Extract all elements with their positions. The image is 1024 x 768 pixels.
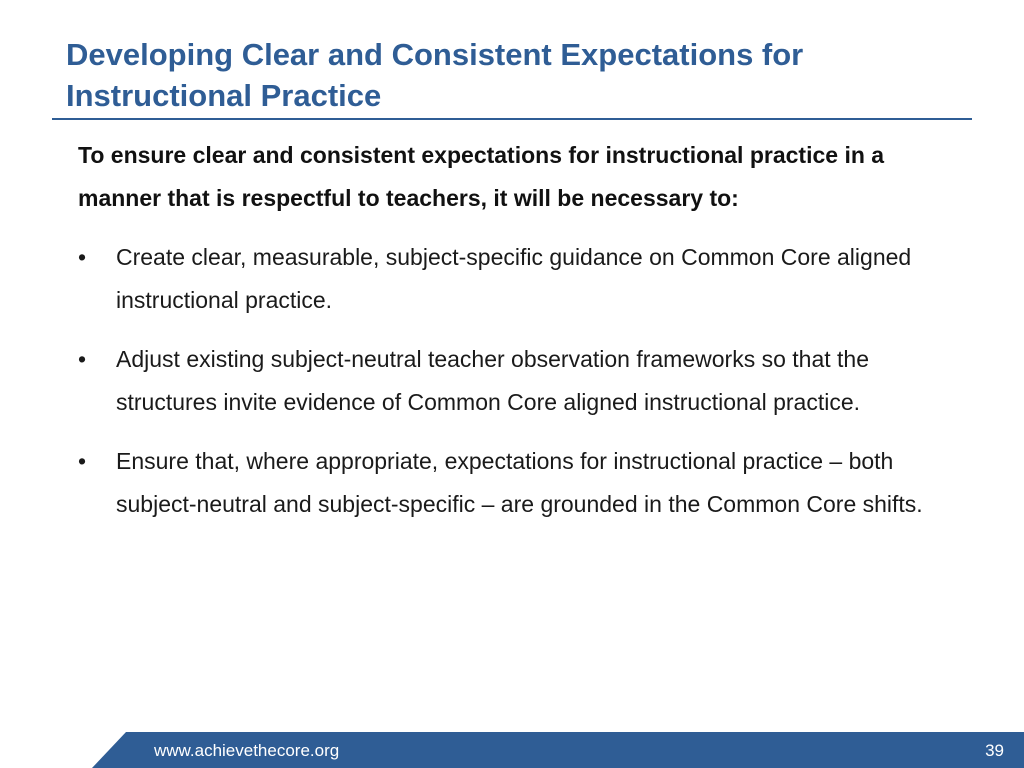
title-divider bbox=[52, 118, 972, 120]
bullet-text: Adjust existing subject-neutral teacher observation frameworks so that the structures invite evidence of Common Core aligned instructional practice. bbox=[116, 346, 869, 415]
slide-title: Developing Clear and Consistent Expectations for Instructional Practice bbox=[66, 37, 804, 113]
bullet-marker: • bbox=[78, 346, 87, 372]
bullet-item-1 bbox=[78, 236, 938, 322]
bullet-item-3 bbox=[78, 440, 938, 526]
footer-url[interactable]: www.achievethecore.org bbox=[154, 741, 340, 760]
page-number: 39 bbox=[985, 741, 1004, 760]
bullet-item-2 bbox=[78, 338, 938, 424]
bullet-text: Create clear, measurable, subject-specific guidance on Common Core aligned instructional practice. bbox=[116, 244, 912, 313]
bullet-marker: • bbox=[78, 448, 87, 474]
bullet-list bbox=[78, 236, 938, 526]
slide-body bbox=[78, 134, 938, 542]
intro-text: To ensure clear and consistent expectations for instructional practice in a manner that is respectful to teachers, it will be necessary to: bbox=[78, 142, 885, 211]
bullet-marker: • bbox=[78, 244, 87, 270]
bullet-text: Ensure that, where appropriate, expectations for instructional practice – both subject-neutral and subject-specific – are grounded in the Common Core shifts. bbox=[116, 448, 923, 517]
